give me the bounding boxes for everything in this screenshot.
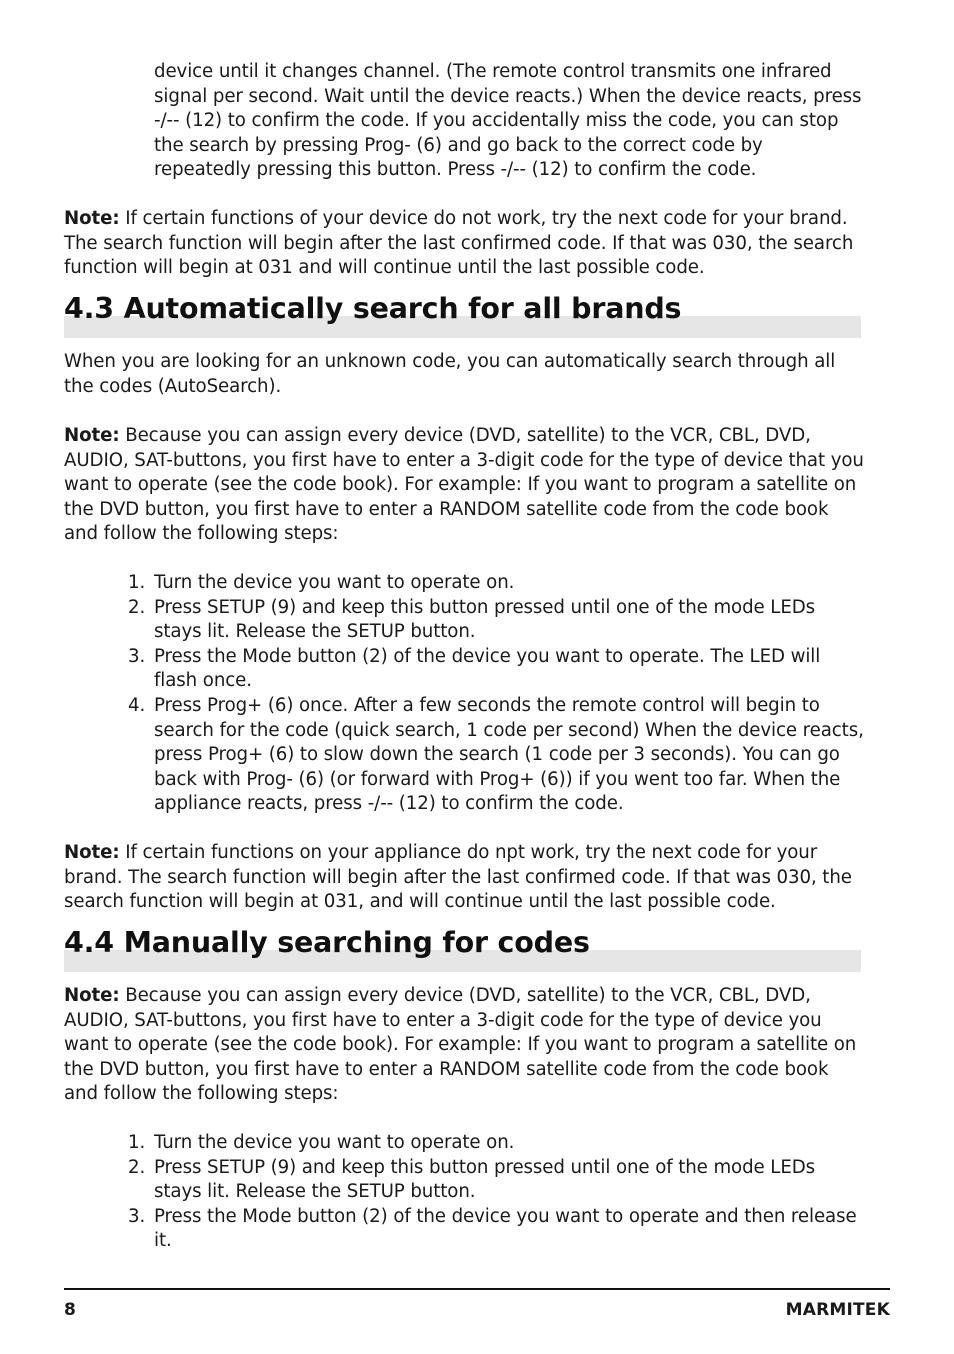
intro-note-paragraph (64, 207, 864, 281)
brand-name: MARMITEK (785, 1300, 890, 1320)
step-text: Turn the device you want to operate on. (154, 572, 515, 593)
step-text: Press Prog+ (6) once. After a few seconds the remote control will begin to search for the code (quick search, 1 code per second) When the device reacts, press Prog+ (6) to slow down the search (1 code per 3 seconds). You can go back with Prog- (6) (or forward with Prog+ (6)) if you went too far. When the appliance reacts, press -/-- (12) to confirm the code. (154, 694, 864, 815)
section-4-4-steps-list (128, 1131, 864, 1254)
page-number: 8 (64, 1300, 76, 1320)
section-heading-4-4 (64, 926, 861, 972)
step-text: Press SETUP (9) and keep this button pressed until one of the mode LEDs stays lit. Release the SETUP button. (154, 1156, 816, 1203)
section-4-3-note-paragraph (64, 424, 864, 547)
list-item (128, 645, 864, 694)
footer-divider (64, 1288, 890, 1290)
step-number: 2. (128, 596, 146, 618)
step-number: 2. (128, 1156, 146, 1178)
note-label: Note: (64, 985, 120, 1006)
section-title: 4.3 Automatically search for all brands (64, 292, 682, 325)
step-number: 3. (128, 645, 146, 667)
note-text: If certain functions of your device do not work, try the next code for your brand. The search function will begin after the last confirmed code. If that was 030, the search function will begin at 031 and will continue until the last possible code. (64, 208, 854, 279)
section-4-3-note2-paragraph (64, 841, 864, 915)
list-item (128, 1205, 864, 1254)
note-label: Note: (64, 425, 120, 446)
note-label: Note: (64, 842, 120, 863)
step-number: 3. (128, 1205, 146, 1227)
list-item (128, 1156, 864, 1205)
list-item (128, 571, 864, 596)
step-number: 1. (128, 572, 146, 593)
section-4-3-steps-list (128, 571, 864, 817)
note-label: Note: (64, 208, 120, 229)
list-item (128, 694, 864, 817)
list-item (128, 1131, 864, 1156)
step-number: 1. (128, 1132, 146, 1153)
step-text: Turn the device you want to operate on. (154, 1132, 515, 1153)
section-4-4-note-paragraph (64, 984, 864, 1107)
note-text: Because you can assign every device (DVD, satellite) to the VCR, CBL, DVD, AUDIO, SAT-buttons, you first have to enter a 3-digit code for the type of device that you want to operate (see the code book). For example: If you want to program a satellite on the DVD button, you first have to enter a RANDOM satellite code from the code book and follow the following steps: (64, 425, 864, 545)
step-text: Press the Mode button (2) of the device you want to operate. The LED will flash once. (154, 645, 821, 692)
list-item (128, 596, 864, 645)
section-heading-4-3 (64, 292, 861, 338)
section-title: 4.4 Manually searching for codes (64, 926, 590, 959)
step-text: Press SETUP (9) and keep this button pressed until one of the mode LEDs stays lit. Release the SETUP button. (154, 596, 816, 643)
note-text: If certain functions on your appliance do npt work, try the next code for your brand. The search function will begin after the last confirmed code. If that was 030, the search function will begin at 031, and will continue until the last possible code. (64, 842, 852, 913)
section-4-3-intro-paragraph: When you are looking for an unknown code, you can automatically search through all the codes (AutoSearch). (64, 351, 836, 397)
note-text: Because you can assign every device (DVD, satellite) to the VCR, CBL, DVD, AUDIO, SAT-buttons, you first have to enter a 3-digit code for the type of device you want to operate (see the code book). For example: If you want to program a satellite on the DVD button, you first have to enter a RANDOM satellite code from the code book and follow the following steps: (64, 985, 857, 1105)
step-number: 4. (128, 694, 146, 716)
step-text: Press the Mode button (2) of the device you want to operate and then release it. (154, 1205, 857, 1252)
intro-continuation-paragraph: device until it changes channel. (The remote control transmits one infrared signal per second. Wait until the device reacts.) When the device reacts, press -/-- (12) to confirm the code. If you accidentally miss the code, you can stop the search by pressing Prog- (6) and go back to the correct code by repeatedly pressing this button. Press -/-- (12) to confirm the code. (154, 61, 862, 181)
